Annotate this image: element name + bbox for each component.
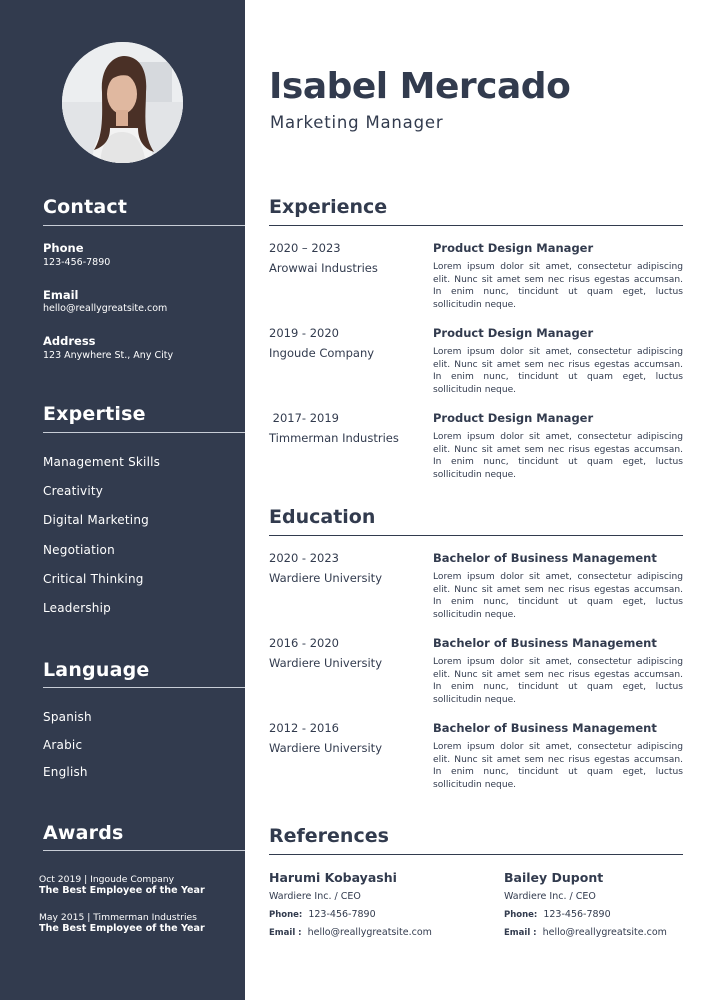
reference-phone-row bbox=[504, 909, 704, 920]
reference-phone: 123-456-7890 bbox=[308, 909, 376, 920]
phone-label: Phone bbox=[43, 241, 84, 255]
education-divider bbox=[269, 535, 683, 536]
entry-date: 2017- 2019 bbox=[269, 411, 339, 425]
language-divider bbox=[43, 687, 245, 688]
entry-organization: Ingoude Company bbox=[269, 346, 375, 360]
entry-description: Lorem ipsum dolor sit amet, consectetur adipiscing elit. Nunc sit amet sem nec risus egestas accumsan. In enim nunc, tincidunt ut quam eget, luctus sollicitudin neque. bbox=[433, 657, 683, 705]
references-divider bbox=[269, 854, 683, 855]
award-meta: May 2015 | Timmerman Industries bbox=[39, 912, 197, 923]
reference-email[interactable]: hello@reallygreatsite.com bbox=[542, 927, 667, 938]
entry-organization: Arowwai Industries bbox=[269, 261, 378, 275]
reference-email-label: Email : bbox=[269, 928, 302, 938]
entry-title: Bachelor of Business Management bbox=[433, 721, 657, 735]
reference-email-label: Email : bbox=[504, 928, 537, 938]
entry-date: 2020 – 2023 bbox=[269, 241, 341, 255]
entry-title: Product Design Manager bbox=[433, 241, 594, 255]
reference-phone: 123-456-7890 bbox=[543, 909, 611, 920]
award-meta: Oct 2019 | Ingoude Company bbox=[39, 874, 175, 885]
expertise-item: Critical Thinking bbox=[43, 572, 144, 586]
experience-heading: Experience bbox=[269, 196, 388, 218]
candidate-name: Isabel Mercado bbox=[269, 66, 571, 107]
experience-entry bbox=[269, 326, 683, 406]
entry-organization: Wardiere University bbox=[269, 656, 382, 670]
candidate-role: Marketing Manager bbox=[270, 113, 444, 132]
award-title: The Best Employee of the Year bbox=[39, 923, 205, 934]
education-entry bbox=[269, 721, 683, 801]
experience-divider bbox=[269, 225, 683, 226]
language-heading: Language bbox=[43, 659, 150, 681]
expertise-heading: Expertise bbox=[43, 403, 146, 425]
reference-phone-label: Phone: bbox=[504, 910, 538, 920]
entry-organization: Wardiere University bbox=[269, 571, 382, 585]
award-title: The Best Employee of the Year bbox=[39, 885, 205, 896]
education-heading: Education bbox=[269, 506, 376, 528]
entry-date: 2012 - 2016 bbox=[269, 721, 339, 735]
entry-description: Lorem ipsum dolor sit amet, consectetur adipiscing elit. Nunc sit amet sem nec risus egestas accumsan. In enim nunc, tincidunt ut quam eget, luctus sollicitudin neque. bbox=[433, 742, 683, 790]
expertise-divider bbox=[43, 432, 245, 433]
language-item: Arabic bbox=[43, 738, 83, 752]
reference-email[interactable]: hello@reallygreatsite.com bbox=[307, 927, 432, 938]
expertise-item: Management Skills bbox=[43, 455, 161, 469]
entry-title: Product Design Manager bbox=[433, 411, 594, 425]
experience-entry bbox=[269, 411, 683, 491]
address-label: Address bbox=[43, 334, 96, 348]
entry-description: Lorem ipsum dolor sit amet, consectetur adipiscing elit. Nunc sit amet sem nec risus egestas accumsan. In enim nunc, tincidunt ut quam eget, luctus sollicitudin neque. bbox=[433, 262, 683, 310]
entry-title: Bachelor of Business Management bbox=[433, 551, 657, 565]
entry-organization: Timmerman Industries bbox=[269, 431, 399, 445]
sidebar bbox=[0, 0, 245, 1000]
awards-divider bbox=[43, 850, 245, 851]
experience-entry bbox=[269, 241, 683, 321]
profile-photo bbox=[62, 42, 183, 163]
reference-name: Bailey Dupont bbox=[504, 870, 604, 885]
portrait-image bbox=[62, 42, 183, 163]
education-entry bbox=[269, 551, 683, 631]
contact-heading: Contact bbox=[43, 196, 128, 218]
entry-description: Lorem ipsum dolor sit amet, consectetur adipiscing elit. Nunc sit amet sem nec risus egestas accumsan. In enim nunc, tincidunt ut quam eget, luctus sollicitudin neque. bbox=[433, 572, 683, 620]
entry-title: Product Design Manager bbox=[433, 326, 594, 340]
expertise-item: Leadership bbox=[43, 601, 111, 615]
reference-email-row bbox=[269, 927, 469, 938]
reference-email-row bbox=[504, 927, 704, 938]
address-value: 123 Anywhere St., Any City bbox=[43, 350, 174, 361]
email-label: Email bbox=[43, 288, 79, 302]
entry-date: 2020 - 2023 bbox=[269, 551, 339, 565]
entry-organization: Wardiere University bbox=[269, 741, 382, 755]
language-item: English bbox=[43, 765, 88, 779]
expertise-item: Creativity bbox=[43, 484, 104, 498]
reference-card bbox=[504, 870, 704, 938]
entry-description: Lorem ipsum dolor sit amet, consectetur adipiscing elit. Nunc sit amet sem nec risus egestas accumsan. In enim nunc, tincidunt ut quam eget, luctus sollicitudin neque. bbox=[433, 432, 683, 480]
entry-description: Lorem ipsum dolor sit amet, consectetur adipiscing elit. Nunc sit amet sem nec risus egestas accumsan. In enim nunc, tincidunt ut quam eget, luctus sollicitudin neque. bbox=[433, 347, 683, 395]
reference-company: Wardiere Inc. / CEO bbox=[504, 891, 596, 902]
language-item: Spanish bbox=[43, 710, 92, 724]
reference-card bbox=[269, 870, 469, 938]
expertise-item: Negotiation bbox=[43, 543, 115, 557]
entry-title: Bachelor of Business Management bbox=[433, 636, 657, 650]
entry-date: 2016 - 2020 bbox=[269, 636, 339, 650]
contact-divider bbox=[43, 225, 245, 226]
reference-company: Wardiere Inc. / CEO bbox=[269, 891, 361, 902]
references-heading: References bbox=[269, 825, 389, 847]
expertise-item: Digital Marketing bbox=[43, 513, 149, 527]
reference-name: Harumi Kobayashi bbox=[269, 870, 397, 885]
education-entry bbox=[269, 636, 683, 716]
entry-date: 2019 - 2020 bbox=[269, 326, 339, 340]
phone-value: 123-456-7890 bbox=[43, 257, 111, 268]
email-value[interactable]: hello@reallygreatsite.com bbox=[43, 303, 168, 314]
awards-heading: Awards bbox=[43, 822, 124, 844]
reference-phone-row bbox=[269, 909, 469, 920]
reference-phone-label: Phone: bbox=[269, 910, 303, 920]
